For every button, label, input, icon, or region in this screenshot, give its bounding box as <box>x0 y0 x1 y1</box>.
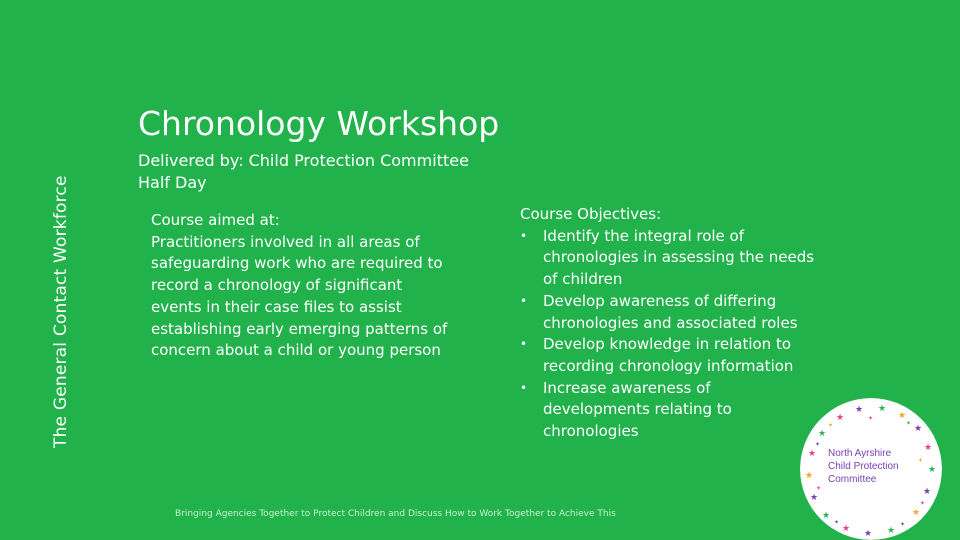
svg-text:★: ★ <box>818 429 827 439</box>
bullet-icon: • <box>520 380 528 395</box>
svg-text:✦: ✦ <box>815 441 821 448</box>
objective-text: Increase awareness of developments relating to chronologies <box>543 378 732 441</box>
svg-text:✦: ✦ <box>816 485 822 492</box>
svg-text:★: ★ <box>855 405 864 415</box>
objectives-list <box>520 226 820 443</box>
logo-line: Committee <box>828 474 877 485</box>
svg-text:★: ★ <box>928 465 937 475</box>
svg-text:★: ★ <box>805 471 814 481</box>
course-objectives <box>520 204 820 443</box>
bullet-icon: • <box>520 228 528 243</box>
svg-text:✦: ✦ <box>906 420 912 427</box>
svg-text:★: ★ <box>822 511 831 521</box>
svg-text:★: ★ <box>808 449 817 459</box>
svg-text:★: ★ <box>878 404 887 414</box>
svg-text:★: ★ <box>864 529 873 539</box>
svg-text:✦: ✦ <box>920 500 926 507</box>
slide-title: Chronology Workshop <box>138 104 500 143</box>
aimed-at-body: Practitioners involved in all areas of safeguarding work who are required to record a chronology of significant events in their case files to assist establishing early emerging patterns of concern about a child or young person <box>151 232 448 360</box>
objective-item <box>520 334 820 377</box>
svg-text:★: ★ <box>887 526 896 536</box>
svg-text:★: ★ <box>842 524 851 534</box>
objective-item <box>520 378 820 443</box>
duration-text: Half Day <box>138 173 207 192</box>
svg-text:★: ★ <box>914 424 923 434</box>
svg-text:✦: ✦ <box>900 521 906 528</box>
objectives-heading: Course Objectives: <box>520 205 662 223</box>
svg-text:✦: ✦ <box>834 519 840 526</box>
svg-text:★: ★ <box>836 413 845 423</box>
svg-text:✦: ✦ <box>868 415 874 422</box>
aimed-at-heading: Course aimed at: <box>151 211 280 229</box>
side-label: The General Contact Workforce <box>51 175 71 448</box>
logo-line: North Ayrshire <box>828 448 892 459</box>
objective-item <box>520 291 820 334</box>
course-aimed-at <box>151 210 451 362</box>
subtitle-block <box>138 150 469 194</box>
svg-text:✦: ✦ <box>918 457 924 464</box>
svg-text:★: ★ <box>810 493 819 503</box>
bullet-icon: • <box>520 337 528 352</box>
svg-text:★: ★ <box>898 411 907 421</box>
objective-item <box>520 226 820 291</box>
bullet-icon: • <box>520 293 528 308</box>
delivered-by-text: Delivered by: Child Protection Committee <box>138 151 469 170</box>
footer-tagline: Bringing Agencies Together to Protect Children and Discuss How to Work Together to Achieve This <box>175 509 616 519</box>
svg-text:★: ★ <box>924 443 933 453</box>
logo-line: Child Protection <box>828 461 899 472</box>
objective-text: Identify the integral role of chronologies in assessing the needs of children <box>543 226 815 289</box>
svg-text:★: ★ <box>923 487 932 497</box>
svg-text:✦: ✦ <box>828 422 834 429</box>
objective-text: Develop awareness of differing chronologies and associated roles <box>543 291 798 332</box>
logo-text <box>828 447 899 486</box>
objective-text: Develop knowledge in relation to recording chronology information <box>543 335 794 375</box>
svg-text:★: ★ <box>912 508 921 518</box>
